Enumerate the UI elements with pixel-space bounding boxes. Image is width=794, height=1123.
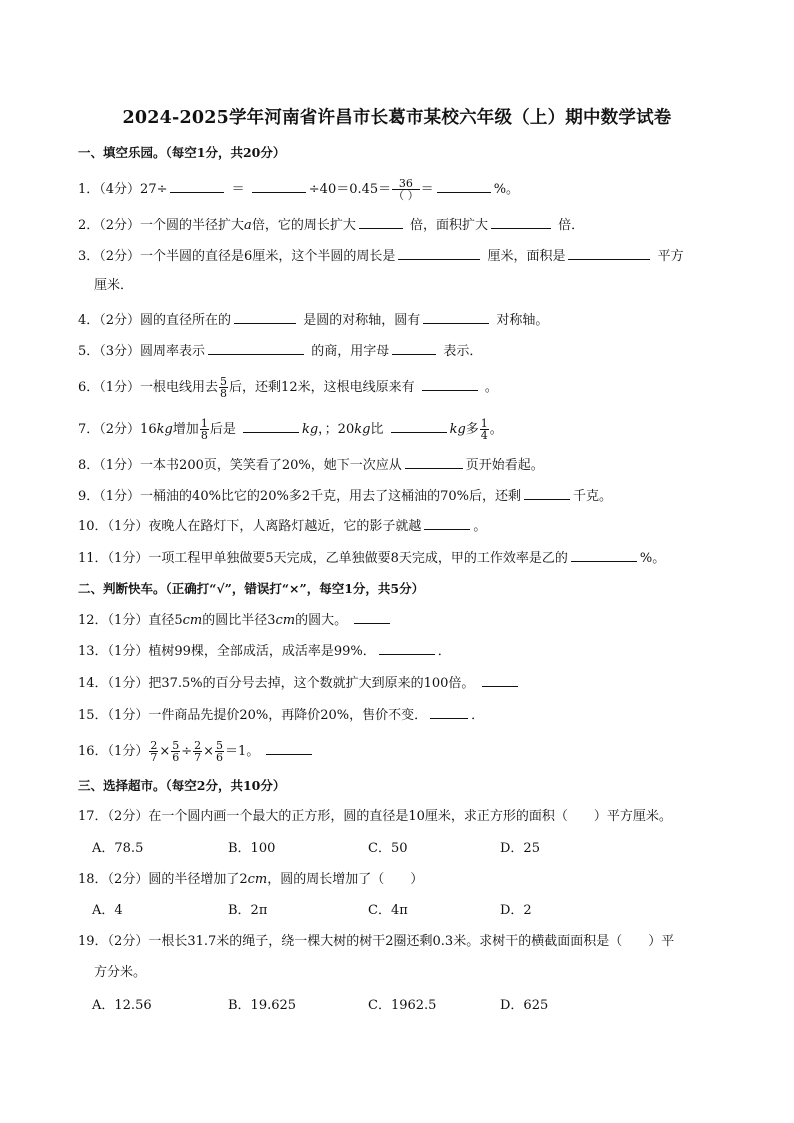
q18-option-c[interactable]: C．4π — [368, 903, 408, 918]
q19-option-d[interactable]: D．625 — [500, 998, 549, 1013]
q4-blank-2[interactable] — [423, 310, 489, 324]
q16-blank[interactable] — [266, 741, 312, 755]
question-19-cont: 方分米。 — [94, 965, 147, 980]
question-3: 3．（2分）一个半圆的直径是6厘米，这个半圆的周长是 厘米，面积是 平方 — [78, 246, 684, 267]
q19-options — [92, 996, 548, 1016]
q5-blank-1[interactable] — [208, 341, 304, 355]
q6-blank[interactable] — [422, 377, 478, 391]
q1-text-eq2: ＝ — [420, 182, 434, 197]
q14-blank[interactable] — [482, 673, 518, 687]
q1-text-mid: ÷40＝0.45＝ — [308, 182, 392, 197]
question-6: 6．（1分）一根电线用去 $\frac{5}{8}$ 后，还剩12米，这根电线原来有 。 — [78, 375, 498, 400]
question-7: 7．（2分）16kg增加 $\frac{1}{8}$ 后是 kg，；20kg比 kg多 $\frac{1}{4}$ 。 — [78, 417, 503, 442]
q1-blank-3[interactable] — [437, 179, 491, 193]
question-18: 18．（2分）圆的半径增加了2cm，圆的周长增加了（ ） — [78, 872, 424, 887]
exam-title: 2024-2025学年河南省许昌市长葛市某校六年级（上）期中数学试卷 — [122, 108, 672, 128]
q18-options — [92, 901, 532, 921]
q16-fraction-1: $\frac{2}{7}$ — [150, 739, 158, 764]
question-15: 15．（1分）一件商品先提价20%，再降价20%，售价不变． ． — [78, 705, 484, 726]
variable-a: a — [244, 218, 252, 233]
section-2-heading: 二、判断快车。（正确打“√”，错误打“×”，每空1分，共5分） — [78, 581, 425, 596]
question-3-cont: 厘米． — [94, 278, 134, 293]
q10-blank[interactable] — [424, 516, 470, 530]
q9-blank[interactable] — [524, 486, 570, 500]
question-19: 19．（2分）一根长31.7米的绳子，绕一棵大树的树干2圈还剩0.3米。求树干的横截面面积是（ ）平 — [78, 934, 675, 949]
q17-option-b[interactable]: B．100 — [228, 841, 276, 856]
q19-option-c[interactable]: C．1962.5 — [368, 998, 437, 1013]
question-12: 12．（1分）直径5cm的圆比半径3cm的圆大。 — [78, 610, 393, 631]
question-11: 11．（1分）一项工程甲单独做要5天完成，乙单独做要8天完成，甲的工作效率是乙的 %。 — [78, 548, 665, 569]
q12-blank[interactable] — [354, 610, 390, 624]
q17-option-d[interactable]: D．25 — [500, 841, 540, 856]
q17-options — [92, 839, 540, 859]
q17-option-c[interactable]: C．50 — [368, 841, 408, 856]
q18-option-b[interactable]: B．2π — [228, 903, 268, 918]
q13-blank[interactable] — [379, 641, 435, 655]
q7-blank-2[interactable] — [391, 419, 447, 433]
q15-blank[interactable] — [430, 705, 468, 719]
q1-text-eq: ＝ — [231, 182, 245, 197]
q19-option-b[interactable]: B．19.625 — [228, 998, 297, 1013]
section-3-heading: 三、选择超市。（每空2分，共10分） — [78, 778, 286, 793]
question-14: 14．（1分）把37.5%的百分号去掉，这个数就扩大到原来的100倍。 — [78, 673, 521, 694]
q16-fraction-3: $\frac{2}{7}$ — [194, 739, 202, 764]
question-8: 8．（1分）一本书200页，笑笑看了20%，她下一次应从 页开始看起。 — [78, 455, 544, 476]
q1-fraction: $\frac{36}{( )}$ — [393, 177, 419, 202]
q1-blank-1[interactable] — [170, 179, 224, 193]
q2-blank-1[interactable] — [359, 215, 403, 229]
question-9: 9．（1分）一桶油的40%比它的20%多2千克，用去了这桶油的70%后，还剩 千克。 — [78, 486, 612, 507]
question-4: 4．（2分）圆的直径所在的 是圆的对称轴，圆有 对称轴。 — [78, 310, 548, 331]
q1-text-end: %。 — [493, 182, 520, 197]
section-1-heading: 一、填空乐园。（每空1分，共20分） — [78, 145, 286, 160]
q1-blank-2[interactable] — [252, 179, 306, 193]
q3-blank-2[interactable] — [568, 246, 650, 260]
q17-option-a[interactable]: A．78.5 — [92, 841, 144, 856]
q4-blank-1[interactable] — [234, 310, 296, 324]
question-2: 2．（2分）一个圆的半径扩大a倍，它的周长扩大 倍，面积扩大 倍． — [78, 215, 584, 236]
q11-blank[interactable] — [571, 548, 637, 562]
q16-fraction-2: $\frac{5}{6}$ — [172, 739, 180, 764]
question-10: 10．（1分）夜晚人在路灯下，人离路灯越近，它的影子就越 。 — [78, 516, 486, 537]
question-16: 16．（1分） $\frac{2}{7}$ × $\frac{5}{6}$ ÷ $\frac{2}{7}$ × $\frac{5}{6}$ ＝1。 — [78, 740, 315, 763]
q2-blank-2[interactable] — [491, 215, 551, 229]
q1-text: 1．（4分）27÷ — [78, 182, 168, 197]
question-5: 5．（3分）圆周率表示 的商，用字母 表示． — [78, 341, 482, 362]
q6-fraction: $\frac{5}{8}$ — [220, 375, 228, 400]
q18-option-d[interactable]: D．2 — [500, 903, 532, 918]
question-13: 13．（1分）植树99棵，全部成活，成活率是99%． ． — [78, 641, 451, 662]
question-1 — [78, 178, 519, 201]
q7-fraction-2: $\frac{1}{4}$ — [480, 417, 488, 442]
q16-fraction-4: $\frac{5}{6}$ — [216, 739, 224, 764]
q8-blank[interactable] — [405, 455, 463, 469]
q5-blank-2[interactable] — [392, 341, 436, 355]
q18-option-a[interactable]: A．4 — [92, 903, 123, 918]
q19-option-a[interactable]: A．12.56 — [92, 998, 152, 1013]
q7-fraction-1: $\frac{1}{8}$ — [200, 417, 208, 442]
q3-blank-1[interactable] — [398, 246, 480, 260]
question-17: 17．（2分）在一个圆内画一个最大的正方形，圆的直径是10厘米，求正方形的面积（ ）平方厘米。 — [78, 809, 672, 824]
q7-blank-1[interactable] — [243, 419, 299, 433]
